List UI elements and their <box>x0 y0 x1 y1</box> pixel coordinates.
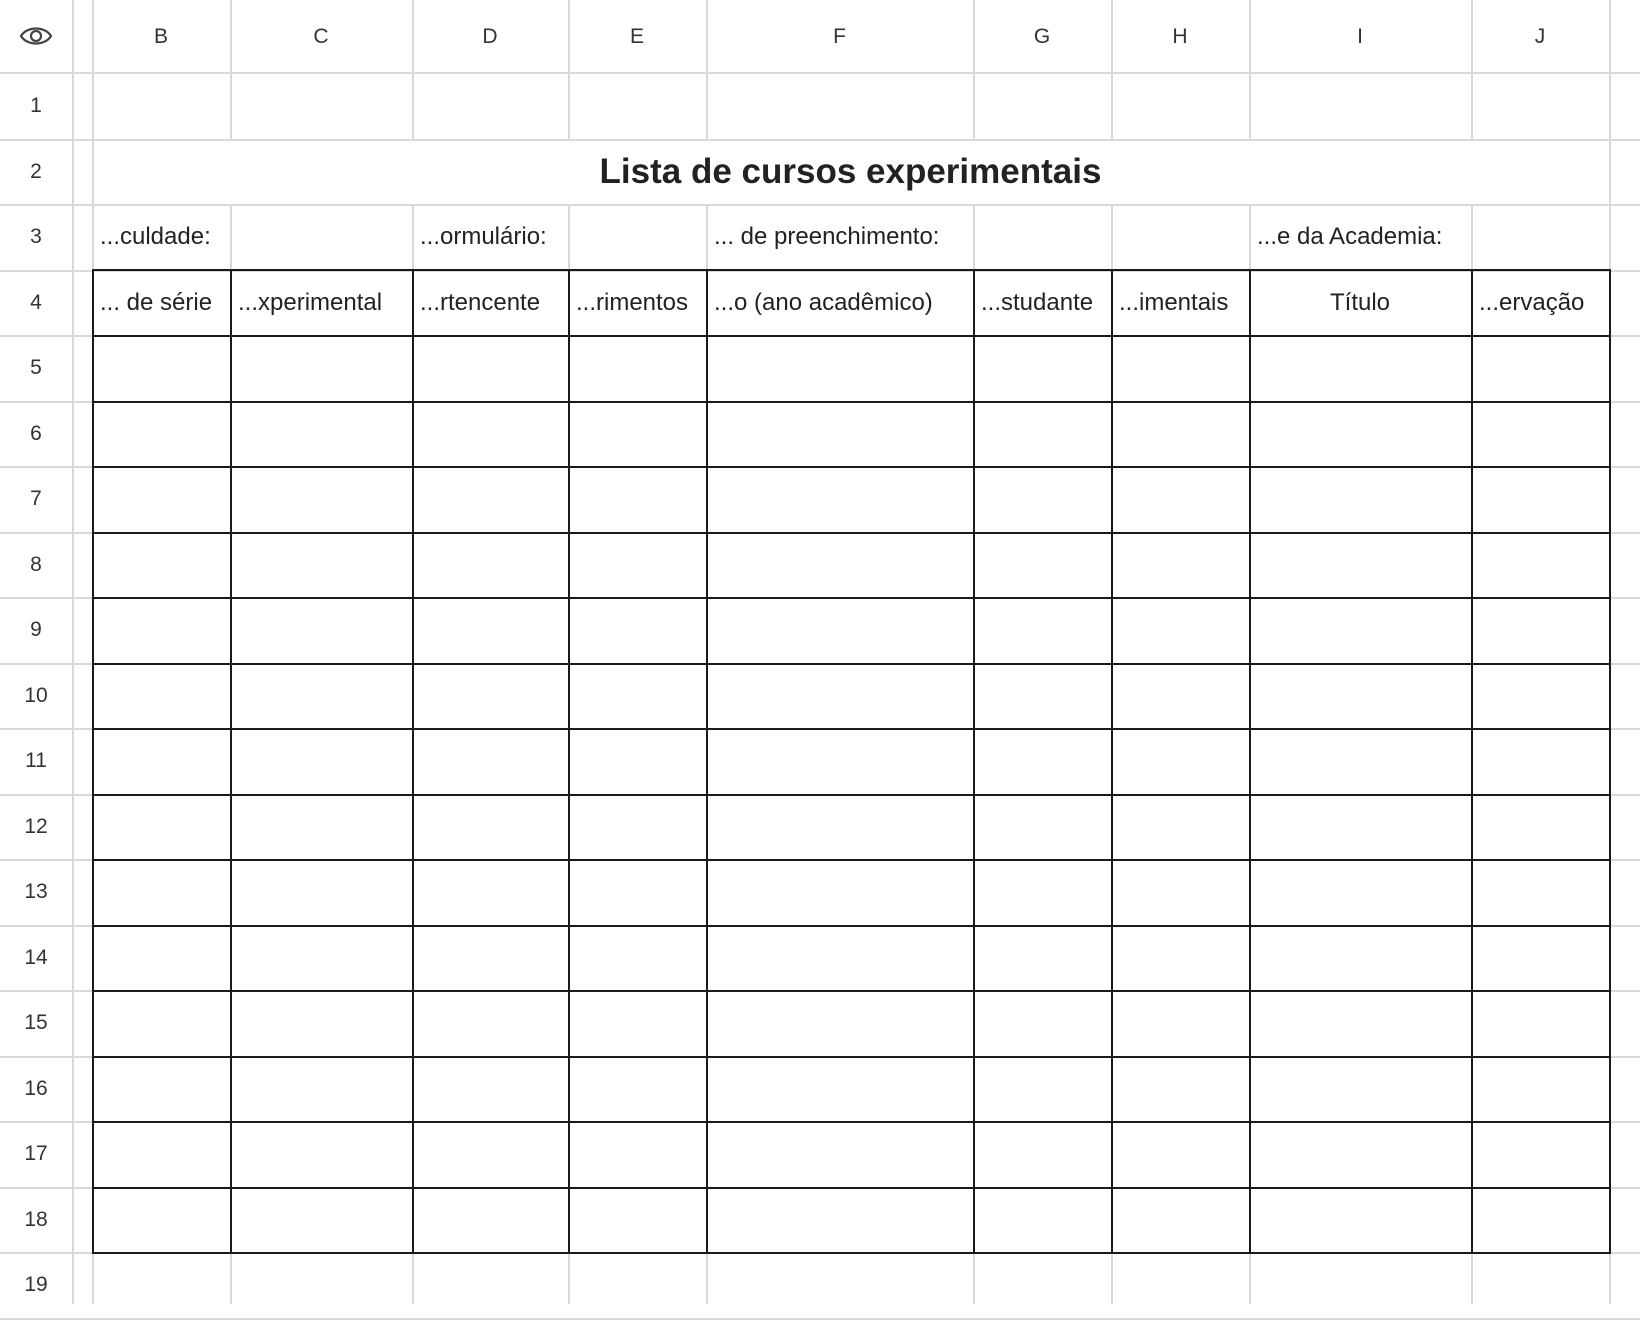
table-cell[interactable] <box>973 794 1111 860</box>
row-header-9[interactable]: 9 <box>30 618 42 641</box>
table-cell[interactable] <box>1471 728 1609 794</box>
row-header-18[interactable]: 18 <box>24 1208 48 1231</box>
table-cell[interactable] <box>1111 532 1249 598</box>
column-header-j[interactable]: J <box>1534 24 1546 48</box>
table-cell[interactable] <box>568 925 706 991</box>
table-cell[interactable] <box>973 663 1111 729</box>
table-cell[interactable] <box>706 532 973 598</box>
row-header-13[interactable]: 13 <box>24 880 48 903</box>
table-cell[interactable] <box>412 859 568 925</box>
table-cell[interactable] <box>92 466 230 532</box>
table-cell[interactable] <box>706 859 973 925</box>
label-faculdade[interactable]: ...culdade: <box>100 223 211 250</box>
table-cell[interactable] <box>706 794 973 860</box>
table-cell[interactable] <box>1111 794 1249 860</box>
table-cell[interactable] <box>1471 925 1609 991</box>
table-cell[interactable] <box>1249 401 1471 467</box>
table-cell[interactable] <box>230 401 412 467</box>
row-header-19[interactable]: 19 <box>24 1273 48 1296</box>
table-cell[interactable] <box>1249 925 1471 991</box>
table-cell[interactable] <box>230 597 412 663</box>
table-cell[interactable] <box>92 532 230 598</box>
table-cell[interactable] <box>568 728 706 794</box>
table-border-vertical <box>706 269 708 1254</box>
table-cell[interactable] <box>230 532 412 598</box>
table-cell[interactable] <box>973 728 1111 794</box>
table-cell[interactable] <box>1111 728 1249 794</box>
table-cell[interactable] <box>412 794 568 860</box>
table-cell[interactable] <box>412 401 568 467</box>
row-header-15[interactable]: 15 <box>24 1011 48 1034</box>
table-cell[interactable] <box>973 1187 1111 1253</box>
table-cell[interactable] <box>1471 990 1609 1056</box>
table-cell[interactable] <box>1111 859 1249 925</box>
table-cell[interactable] <box>1471 859 1609 925</box>
row-header-5[interactable]: 5 <box>30 356 42 379</box>
table-cell[interactable] <box>706 1056 973 1122</box>
table-border-horizontal <box>92 335 1611 337</box>
table-cell[interactable] <box>1111 1187 1249 1253</box>
table-cell[interactable] <box>568 401 706 467</box>
table-cell[interactable] <box>568 663 706 729</box>
table-cell[interactable] <box>412 1121 568 1187</box>
table-cell[interactable] <box>1111 401 1249 467</box>
table-cell[interactable] <box>230 466 412 532</box>
table-cell[interactable] <box>706 1121 973 1187</box>
table-cell[interactable] <box>1111 990 1249 1056</box>
table-cell[interactable] <box>1471 401 1609 467</box>
table-border-horizontal <box>92 1056 1611 1058</box>
table-cell[interactable] <box>1249 532 1471 598</box>
table-cell[interactable] <box>1471 1121 1609 1187</box>
table-border-vertical <box>92 269 94 1254</box>
table-cell[interactable] <box>973 859 1111 925</box>
table-cell[interactable] <box>973 532 1111 598</box>
table-header-cell[interactable]: ... de série <box>100 289 213 316</box>
table-cell[interactable] <box>568 532 706 598</box>
table-cell[interactable] <box>230 1121 412 1187</box>
label-preenchimento[interactable]: ... de preenchimento: <box>714 223 940 250</box>
table-border-horizontal <box>92 1187 1611 1189</box>
table-cell[interactable] <box>92 990 230 1056</box>
table-cell[interactable] <box>412 728 568 794</box>
table-cell[interactable] <box>568 597 706 663</box>
table-cell[interactable] <box>568 1121 706 1187</box>
table-border-vertical <box>568 269 570 1254</box>
column-header-c[interactable]: C <box>313 24 329 48</box>
table-border-horizontal <box>92 1121 1611 1123</box>
table-cell[interactable] <box>1111 466 1249 532</box>
table-cell[interactable] <box>230 335 412 401</box>
row-header-right-line <box>72 0 74 1304</box>
table-border-vertical <box>973 269 975 1254</box>
table-cell[interactable] <box>1249 990 1471 1056</box>
table-cell[interactable] <box>412 597 568 663</box>
table-cell[interactable] <box>230 925 412 991</box>
table-cell[interactable] <box>92 728 230 794</box>
table-cell[interactable] <box>1249 859 1471 925</box>
table-cell[interactable] <box>973 335 1111 401</box>
table-cell[interactable] <box>1249 335 1471 401</box>
table-header-cell[interactable]: Título <box>1329 289 1391 316</box>
eye-icon[interactable] <box>19 23 53 49</box>
table-cell[interactable] <box>973 1056 1111 1122</box>
row-header-6[interactable]: 6 <box>30 422 42 445</box>
row-header-1[interactable]: 1 <box>30 94 42 117</box>
row-header-11[interactable]: 11 <box>25 749 47 772</box>
table-cell[interactable] <box>92 335 230 401</box>
table-border-horizontal <box>92 532 1611 534</box>
table-cell[interactable] <box>568 1187 706 1253</box>
table-cell[interactable] <box>1471 466 1609 532</box>
table-cell[interactable] <box>412 1187 568 1253</box>
table-cell[interactable] <box>706 925 973 991</box>
table-cell[interactable] <box>92 1121 230 1187</box>
table-header-cell[interactable]: ...xperimental <box>238 289 383 316</box>
label-formulario[interactable]: ...ormulário: <box>420 223 547 250</box>
table-cell[interactable] <box>230 794 412 860</box>
table-cell[interactable] <box>706 466 973 532</box>
table-cell[interactable] <box>706 401 973 467</box>
table-cell[interactable] <box>1249 1187 1471 1253</box>
table-cell[interactable] <box>92 794 230 860</box>
table-border-horizontal <box>92 597 1611 599</box>
table-cell[interactable] <box>1471 532 1609 598</box>
table-cell[interactable] <box>568 466 706 532</box>
table-cell[interactable] <box>568 859 706 925</box>
table-cell[interactable] <box>92 1056 230 1122</box>
table-border-horizontal <box>92 1252 1611 1254</box>
table-cell[interactable] <box>412 466 568 532</box>
table-border-vertical <box>230 269 232 1254</box>
table-cell[interactable] <box>230 1056 412 1122</box>
table-cell[interactable] <box>1111 597 1249 663</box>
table-border-horizontal <box>92 794 1611 796</box>
table-border-horizontal <box>92 925 1611 927</box>
row-header-10[interactable]: 10 <box>24 684 48 707</box>
table-border-vertical <box>1471 269 1473 1254</box>
table-cell[interactable] <box>92 859 230 925</box>
table-header-cell[interactable]: ...studante <box>981 289 1094 316</box>
table-cell[interactable] <box>92 1187 230 1253</box>
table-cell[interactable] <box>1471 1187 1609 1253</box>
table-cell[interactable] <box>230 663 412 729</box>
table-cell[interactable] <box>973 925 1111 991</box>
column-header-e[interactable]: E <box>629 24 644 48</box>
row-header-14[interactable]: 14 <box>24 946 48 969</box>
sheet-title[interactable]: Lista de cursos experimentais <box>599 152 1102 191</box>
table-cell[interactable] <box>1249 728 1471 794</box>
table-cell[interactable] <box>973 990 1111 1056</box>
table-cell[interactable] <box>1249 466 1471 532</box>
table-cell[interactable] <box>568 794 706 860</box>
row-header-7[interactable]: 7 <box>30 487 42 510</box>
table-cell[interactable] <box>706 597 973 663</box>
table-cell[interactable] <box>1471 794 1609 860</box>
table-cell[interactable] <box>973 401 1111 467</box>
table-border-vertical <box>1609 269 1611 1254</box>
table-border-vertical <box>412 269 414 1254</box>
table-cell[interactable] <box>706 728 973 794</box>
table-border-horizontal <box>92 663 1611 665</box>
table-cell[interactable] <box>973 597 1111 663</box>
row-header-12[interactable]: 12 <box>24 815 48 838</box>
table-cell[interactable] <box>230 1187 412 1253</box>
table-cell[interactable] <box>92 925 230 991</box>
column-header-f[interactable]: F <box>833 24 846 48</box>
row-header-16[interactable]: 16 <box>24 1077 48 1100</box>
table-border-vertical <box>1111 269 1113 1254</box>
table-cell[interactable] <box>1111 1121 1249 1187</box>
table-border-horizontal <box>92 269 1611 271</box>
table-cell[interactable] <box>1111 1056 1249 1122</box>
column-header-g[interactable]: G <box>1033 24 1051 48</box>
table-cell[interactable] <box>1471 597 1609 663</box>
table-border-vertical <box>1249 269 1251 1254</box>
table-cell[interactable] <box>706 663 973 729</box>
table-cell[interactable] <box>412 335 568 401</box>
table-cell[interactable] <box>973 1121 1111 1187</box>
table-border-horizontal <box>92 990 1611 992</box>
table-header-cell[interactable]: ...rimentos <box>576 289 689 316</box>
table-cell[interactable] <box>230 859 412 925</box>
table-cell[interactable] <box>412 663 568 729</box>
table-cell[interactable] <box>92 663 230 729</box>
table-border-horizontal <box>92 401 1611 403</box>
table-cell[interactable] <box>706 335 973 401</box>
table-cell[interactable] <box>568 1056 706 1122</box>
column-header-i[interactable]: I <box>1357 24 1363 48</box>
table-cell[interactable] <box>1111 335 1249 401</box>
table-header-cell[interactable]: ...o (ano acadêmico) <box>714 289 933 316</box>
table-cell[interactable] <box>412 990 568 1056</box>
table-cell[interactable] <box>412 532 568 598</box>
table-header-cell[interactable]: ...imentais <box>1119 289 1229 316</box>
column-header-b[interactable]: B <box>153 24 168 48</box>
table-cell[interactable] <box>1249 663 1471 729</box>
table-cell[interactable] <box>92 597 230 663</box>
table-cell[interactable] <box>1111 925 1249 991</box>
table-header-cell[interactable]: ...ervação <box>1479 289 1585 316</box>
table-cell[interactable] <box>568 335 706 401</box>
row-header-17[interactable]: 17 <box>24 1142 48 1165</box>
table-cell[interactable] <box>706 1187 973 1253</box>
row-header-8[interactable]: 8 <box>30 553 42 576</box>
table-border-horizontal <box>92 466 1611 468</box>
table-cell[interactable] <box>1249 1121 1471 1187</box>
column-header-h[interactable]: H <box>1172 24 1188 48</box>
table-border-horizontal <box>92 859 1611 861</box>
table-cell[interactable] <box>1471 335 1609 401</box>
label-academia[interactable]: ...e da Academia: <box>1257 223 1443 250</box>
table-cell[interactable] <box>412 1056 568 1122</box>
table-cell[interactable] <box>973 466 1111 532</box>
row-header-2[interactable]: 2 <box>30 160 42 183</box>
row-header-4[interactable]: 4 <box>30 291 42 314</box>
row-header-3[interactable]: 3 <box>30 225 42 248</box>
table-cell[interactable] <box>706 990 973 1056</box>
table-cell[interactable] <box>230 728 412 794</box>
table-cell[interactable] <box>1471 663 1609 729</box>
table-border-horizontal <box>92 728 1611 730</box>
table-cell[interactable] <box>92 401 230 467</box>
table-cell[interactable] <box>1111 663 1249 729</box>
table-cell[interactable] <box>1249 1056 1471 1122</box>
column-header-d[interactable]: D <box>482 24 498 48</box>
table-cell[interactable] <box>568 990 706 1056</box>
table-header-cell[interactable]: ...rtencente <box>420 289 541 316</box>
table-cell[interactable] <box>1471 1056 1609 1122</box>
table-cell[interactable] <box>1249 597 1471 663</box>
table-cell[interactable] <box>1249 794 1471 860</box>
table-cell[interactable] <box>230 990 412 1056</box>
table-cell[interactable] <box>412 925 568 991</box>
